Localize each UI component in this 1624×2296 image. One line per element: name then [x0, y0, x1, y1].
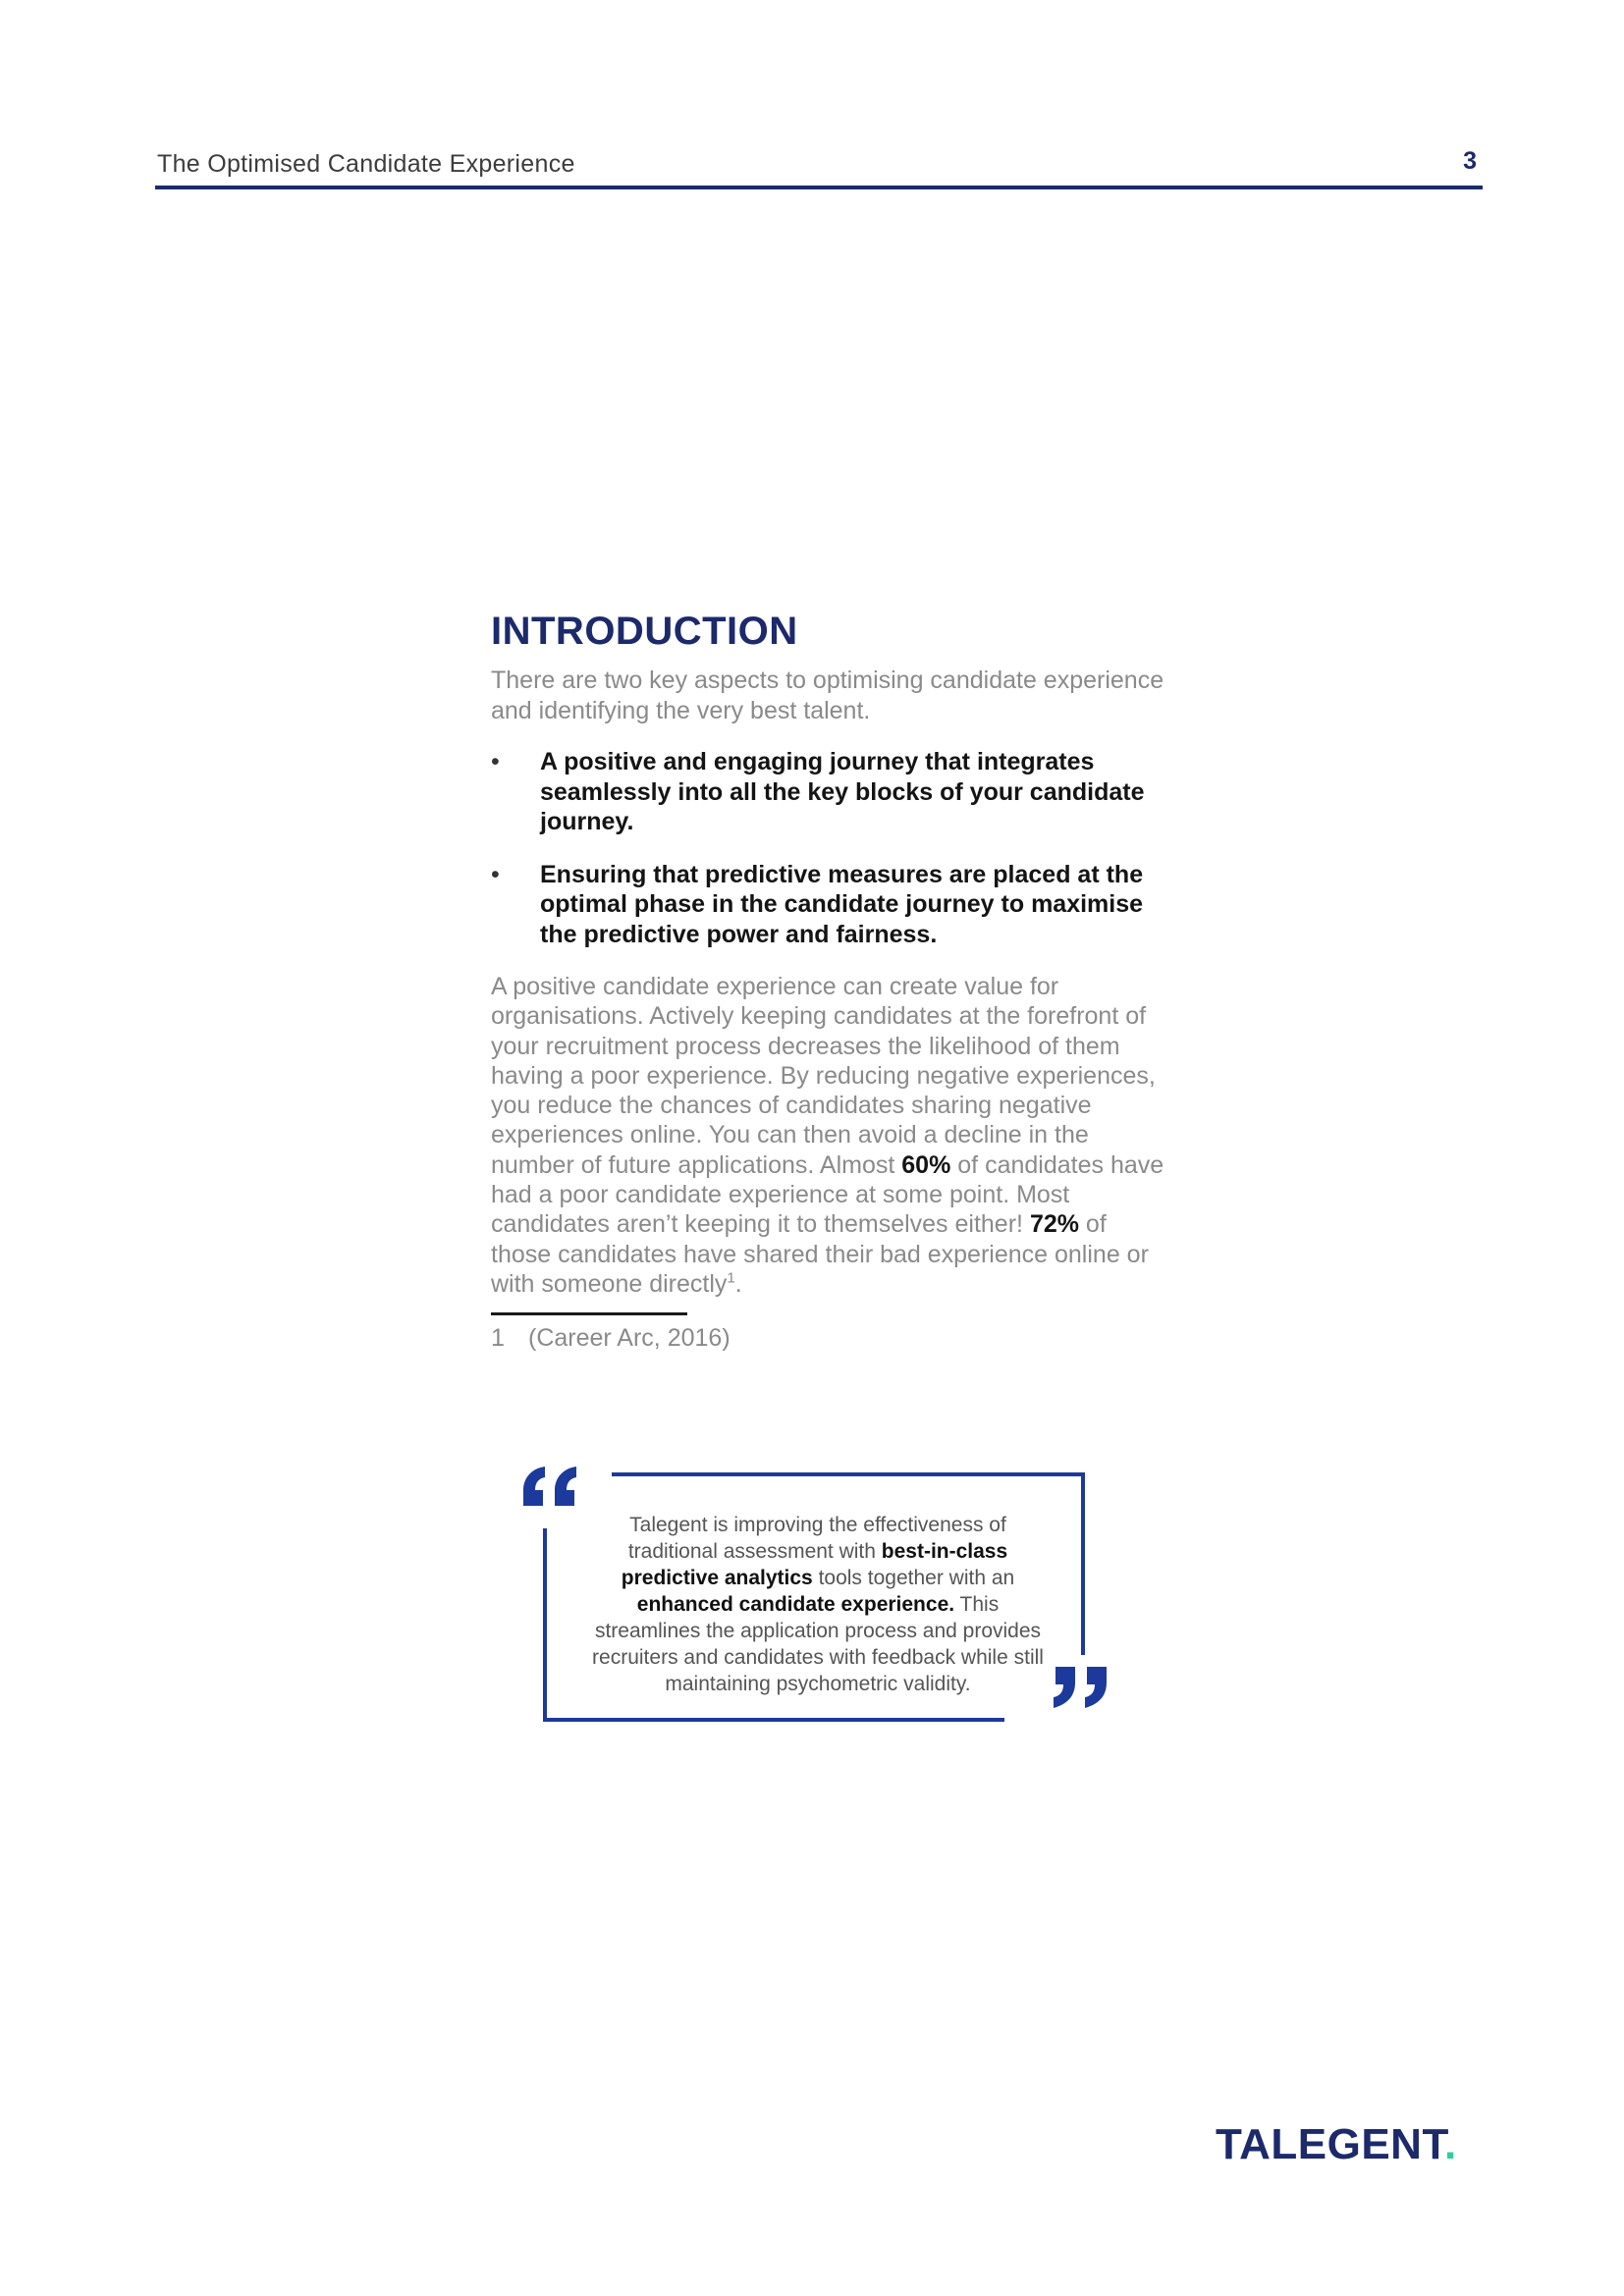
stat-60-percent: 60% [901, 1150, 951, 1179]
intro-paragraph: There are two key aspects to optimising candidate experience and identifying the very best talent. [491, 667, 1164, 724]
logo-dot: . [1443, 2120, 1457, 2168]
list-item [491, 747, 1168, 837]
header-title: The Optimised Candidate Experience [157, 150, 575, 178]
close-quote-icon [1054, 1667, 1107, 1708]
footnote [491, 1323, 1168, 1353]
body-text: . [734, 1269, 742, 1298]
logo-wordmark: TALEGENT [1216, 2120, 1444, 2168]
body-paragraph [491, 972, 1168, 1299]
bullet-text: A positive and engaging journey that integrates seamlessly into all the key blocks of your candidate journey. [540, 748, 1145, 835]
header-divider [155, 186, 1483, 189]
key-aspects-list [491, 747, 1168, 949]
quote-emphasis: best-in-class predictive analytics [621, 1540, 1008, 1589]
footnote-divider [491, 1312, 687, 1315]
talegent-logo [1216, 2120, 1457, 2169]
body-text: of those candidates have shared their bad experience online or with someone directly [491, 1210, 1149, 1298]
section-heading: INTRODUCTION [491, 610, 798, 653]
open-quote-icon [523, 1467, 576, 1506]
quote-emphasis: enhanced candidate experience. [636, 1593, 955, 1616]
quote-segment: tools together with an [812, 1567, 1015, 1589]
quote-segment: Talegent is improving the effectiveness of traditional assessment with [627, 1514, 1006, 1563]
introduction-section [491, 603, 1168, 1353]
pull-quote [553, 1472, 1083, 1747]
bullet-icon: • [491, 748, 500, 775]
body-text: of candidates have had a poor candidate experience at some point. Most candidates aren’t keeping it to themselves either! [491, 1150, 1164, 1239]
list-item [491, 860, 1168, 950]
footnote-reference: 1 [727, 1269, 735, 1287]
bullet-icon: • [491, 860, 500, 888]
footnote-number: 1 [491, 1324, 505, 1353]
stat-72-percent: 72% [1029, 1210, 1079, 1239]
footnote-text: (Career Arc, 2016) [528, 1324, 731, 1353]
bullet-text: Ensuring that predictive measures are placed at the optimal phase in the candidate journey to maximise the predictive power and fairness. [540, 860, 1144, 948]
quote-segment: This streamlines the application process and provides recruiters and candidates with feedback while still maintaining psychometric validity. [592, 1593, 1044, 1695]
quote-text [592, 1512, 1044, 1697]
body-text: A positive candidate experience can create value for organisations. Actively keeping candidates at the forefront of your recruitment process decreases the likelihood of them having a poor experience. By reducing negative experiences, you reduce the chances of candidates sharing negative experiences online. You can then avoid a decline in the number of future applications. Almost [491, 973, 1156, 1179]
page-number: 3 [1463, 147, 1477, 175]
